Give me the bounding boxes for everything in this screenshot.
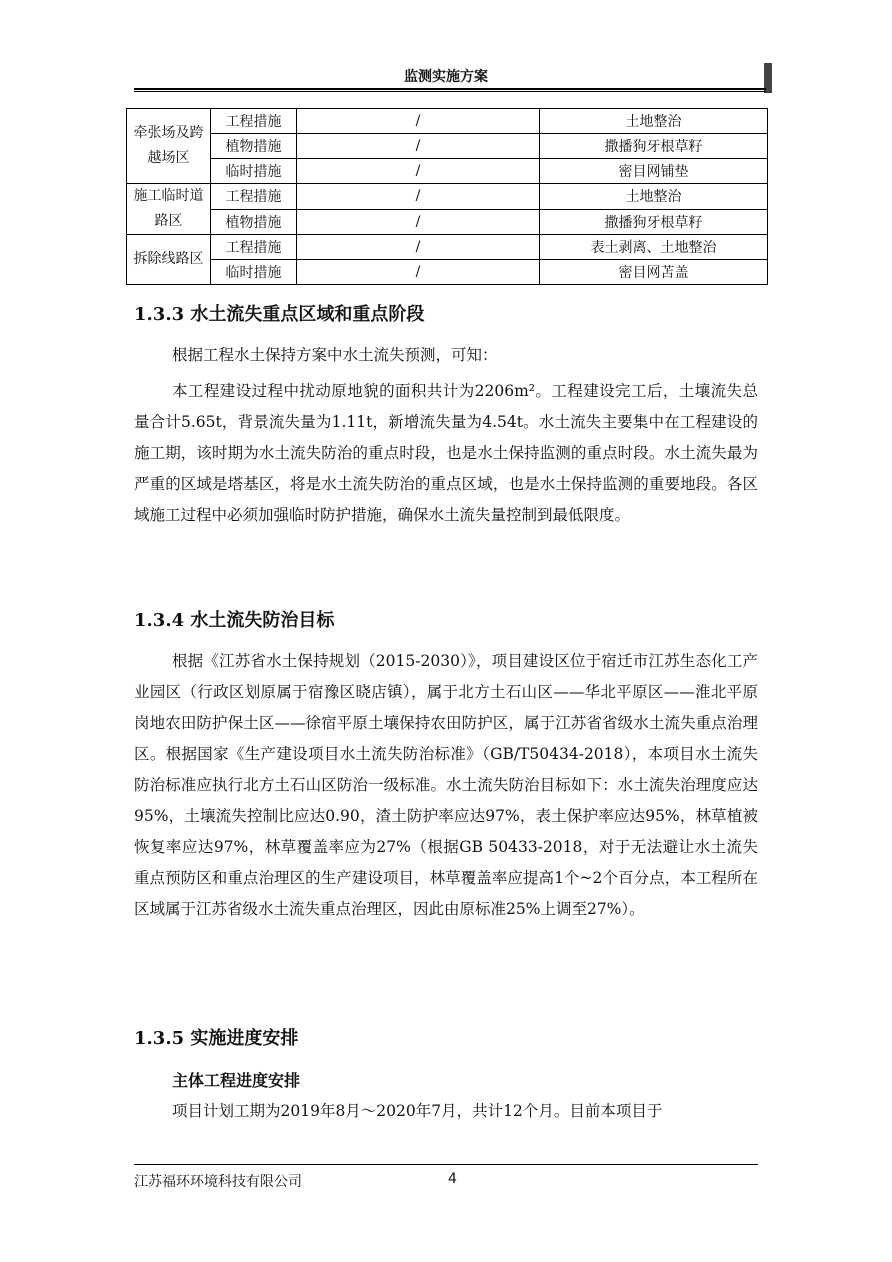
main-measure-cell: /	[297, 109, 540, 134]
table-row	[127, 209, 768, 235]
section-heading-1-3-5: 1.3.5 实施进度安排	[134, 1028, 299, 1049]
table-row	[127, 235, 768, 260]
plan-measure-cell: 密目网苫盖	[540, 260, 768, 285]
table-row	[127, 109, 768, 134]
footer-company: 江苏福环环境科技有限公司	[134, 1174, 302, 1190]
measure-type-cell: 工程措施	[211, 184, 297, 210]
footer-rule	[134, 1164, 758, 1165]
plan-measure-cell: 密目网铺垫	[540, 159, 768, 184]
page-header-title: 监测实施方案	[404, 69, 488, 85]
header-rule-thin	[134, 91, 766, 92]
main-measure-cell: /	[297, 260, 540, 285]
main-measure-cell: /	[297, 159, 540, 184]
plan-measure-cell: 土地整治	[540, 109, 768, 134]
main-measure-cell: /	[297, 134, 540, 159]
main-measure-cell: /	[297, 235, 540, 260]
paragraph: 根据工程水土保持方案中水土流失预测，可知：	[172, 346, 498, 364]
main-measure-cell: /	[297, 209, 540, 235]
plan-measure-cell: 撒播狗牙根草籽	[540, 209, 768, 235]
plan-measure-cell: 土地整治	[540, 184, 768, 210]
header-rule	[134, 88, 766, 90]
measure-type-cell: 临时措施	[211, 260, 297, 285]
measure-type-cell: 植物措施	[211, 134, 297, 159]
measures-table	[126, 108, 768, 285]
area-cell: 施工临时道路区	[127, 184, 211, 235]
paragraph: 项目计划工期为2019年8月～2020年7月，共计12个月。目前本项目于	[172, 1102, 663, 1120]
area-cell: 牵张场及跨越场区	[127, 109, 211, 184]
table-row	[127, 134, 768, 159]
plan-measure-cell: 表土剥离、土地整治	[540, 235, 768, 260]
paragraph: 本工程建设过程中扰动原地貌的面积共计为2206m²。工程建设完工后，土壤流失总量合计5.65t，背景流失量为1.11t，新增流失量为4.54t。水土流失主要集中在工程建设的施工期，该时期为水土流失防治的重点时段，也是水土保持监测的重点时段。水土流失最为严重的区域是塔基区，将是水土流失防治的重点区域，也是水土保持监测的重要地段。各区域施工过程中必须加强临时防护措施，确保水土流失量控制到最低限度。	[134, 382, 758, 524]
table-row	[127, 159, 768, 184]
area-cell: 拆除线路区	[127, 235, 211, 285]
section-heading-1-3-3: 1.3.3 水土流失重点区域和重点阶段	[134, 304, 425, 325]
measure-type-cell: 临时措施	[211, 159, 297, 184]
paragraph: 根据《江苏省水土保持规划（2015-2030）》，项目建设区位于宿迁市江苏生态化工产业园区（行政区划原属于宿豫区晓店镇），属于北方土石山区——华北平原区——淮北平原岗地农田防护保土区——徐宿平原土壤保持农田防护区，属于江苏省省级水土流失重点治理区。根据国家《生产建设项目水土流失防治标准》（GB/T50434-2018），本项目水土流失防治标准应执行北方土石山区防治一级标准。水土流失防治目标如下：水土流失治理度应达95%，土壤流失控制比应达0.90，渣土防护率应达97%，表土保护率应达95%，林草植被恢复率应达97%，林草覆盖率应为27%（根据GB 50433-2018，对于无法避让水土流失重点预防区和重点治理区的生产建设项目，林草覆盖率应提高1个~2个百分点，本工程所在区域属于江苏省级水土流失重点治理区，因此由原标准25%上调至27%）。	[134, 652, 758, 918]
page-number: 4	[448, 1171, 457, 1187]
measure-type-cell: 工程措施	[211, 109, 297, 134]
measure-type-cell: 植物措施	[211, 209, 297, 235]
table-row	[127, 184, 768, 210]
subsection-heading: 主体工程进度安排	[172, 1071, 301, 1090]
main-measure-cell: /	[297, 184, 540, 210]
table-row	[127, 260, 768, 285]
measure-type-cell: 工程措施	[211, 235, 297, 260]
section-heading-1-3-4: 1.3.4 水土流失防治目标	[134, 610, 335, 631]
plan-measure-cell: 撒播狗牙根草籽	[540, 134, 768, 159]
